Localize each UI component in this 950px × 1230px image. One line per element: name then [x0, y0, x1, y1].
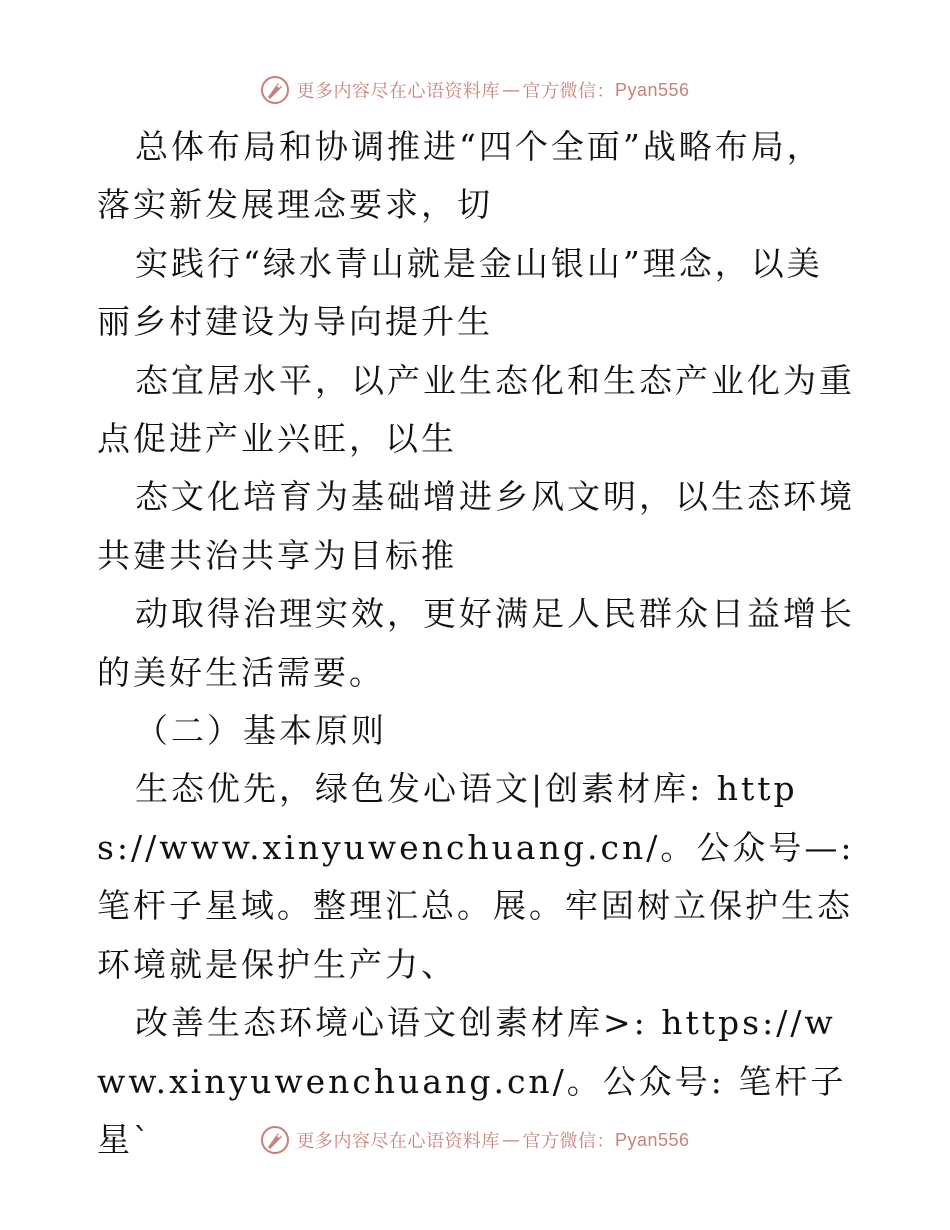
- banner-wechat-id: Pyan556: [614, 79, 690, 100]
- banner-text: 更多内容尽在心语资料库: [296, 1131, 500, 1152]
- pen-nib-logo-icon: [260, 1125, 290, 1155]
- document-body: [97, 118, 857, 1169]
- paragraph: 态宜居水平，以产业生态化和生态产业化为重点促进产业兴旺，以生: [97, 360, 855, 459]
- banner-text: 更多内容尽在心语资料库: [296, 81, 500, 102]
- paragraph: 总体布局和协调推进“四个全面”战略布局，落实新发展理念要求，切: [97, 127, 823, 225]
- paragraph: 态文化培育为基础增进乡风文明，以生态环境共建共治共享为目标推: [97, 477, 855, 575]
- paragraph: 改善生态环境心语文创素材库>: https://www.xinyuwenchuang.cn/。公众号: 笔杆子星`: [97, 1003, 847, 1159]
- banner-wechat-label: 官方微信：: [522, 1131, 615, 1152]
- paragraph: 动取得治理实效，更好满足人民群众日益增长的美好生活需要。: [97, 594, 855, 692]
- header-watermark-banner: [0, 70, 950, 110]
- banner-wechat-label: 官方微信：: [522, 81, 615, 102]
- pen-nib-logo-icon: [260, 75, 290, 105]
- section-heading: （二）基本原则: [135, 711, 387, 751]
- banner-separator: —: [501, 1129, 521, 1151]
- paragraph: 实践行“绿水青山就是金山银山”理念，以美丽乡村建设为导向提升生: [97, 243, 823, 342]
- banner-separator: —: [501, 79, 521, 101]
- banner-wechat-id: Pyan556: [614, 1129, 690, 1150]
- footer-watermark-banner: [0, 1120, 950, 1160]
- paragraph: 生态优先，绿色发心语文|创素材库: https://www.xinyuwenchuang.cn/。公众号—: 笔杆子星域。整理汇总。展。牢固树立保护生态环境就是保护生产力、: [97, 769, 855, 984]
